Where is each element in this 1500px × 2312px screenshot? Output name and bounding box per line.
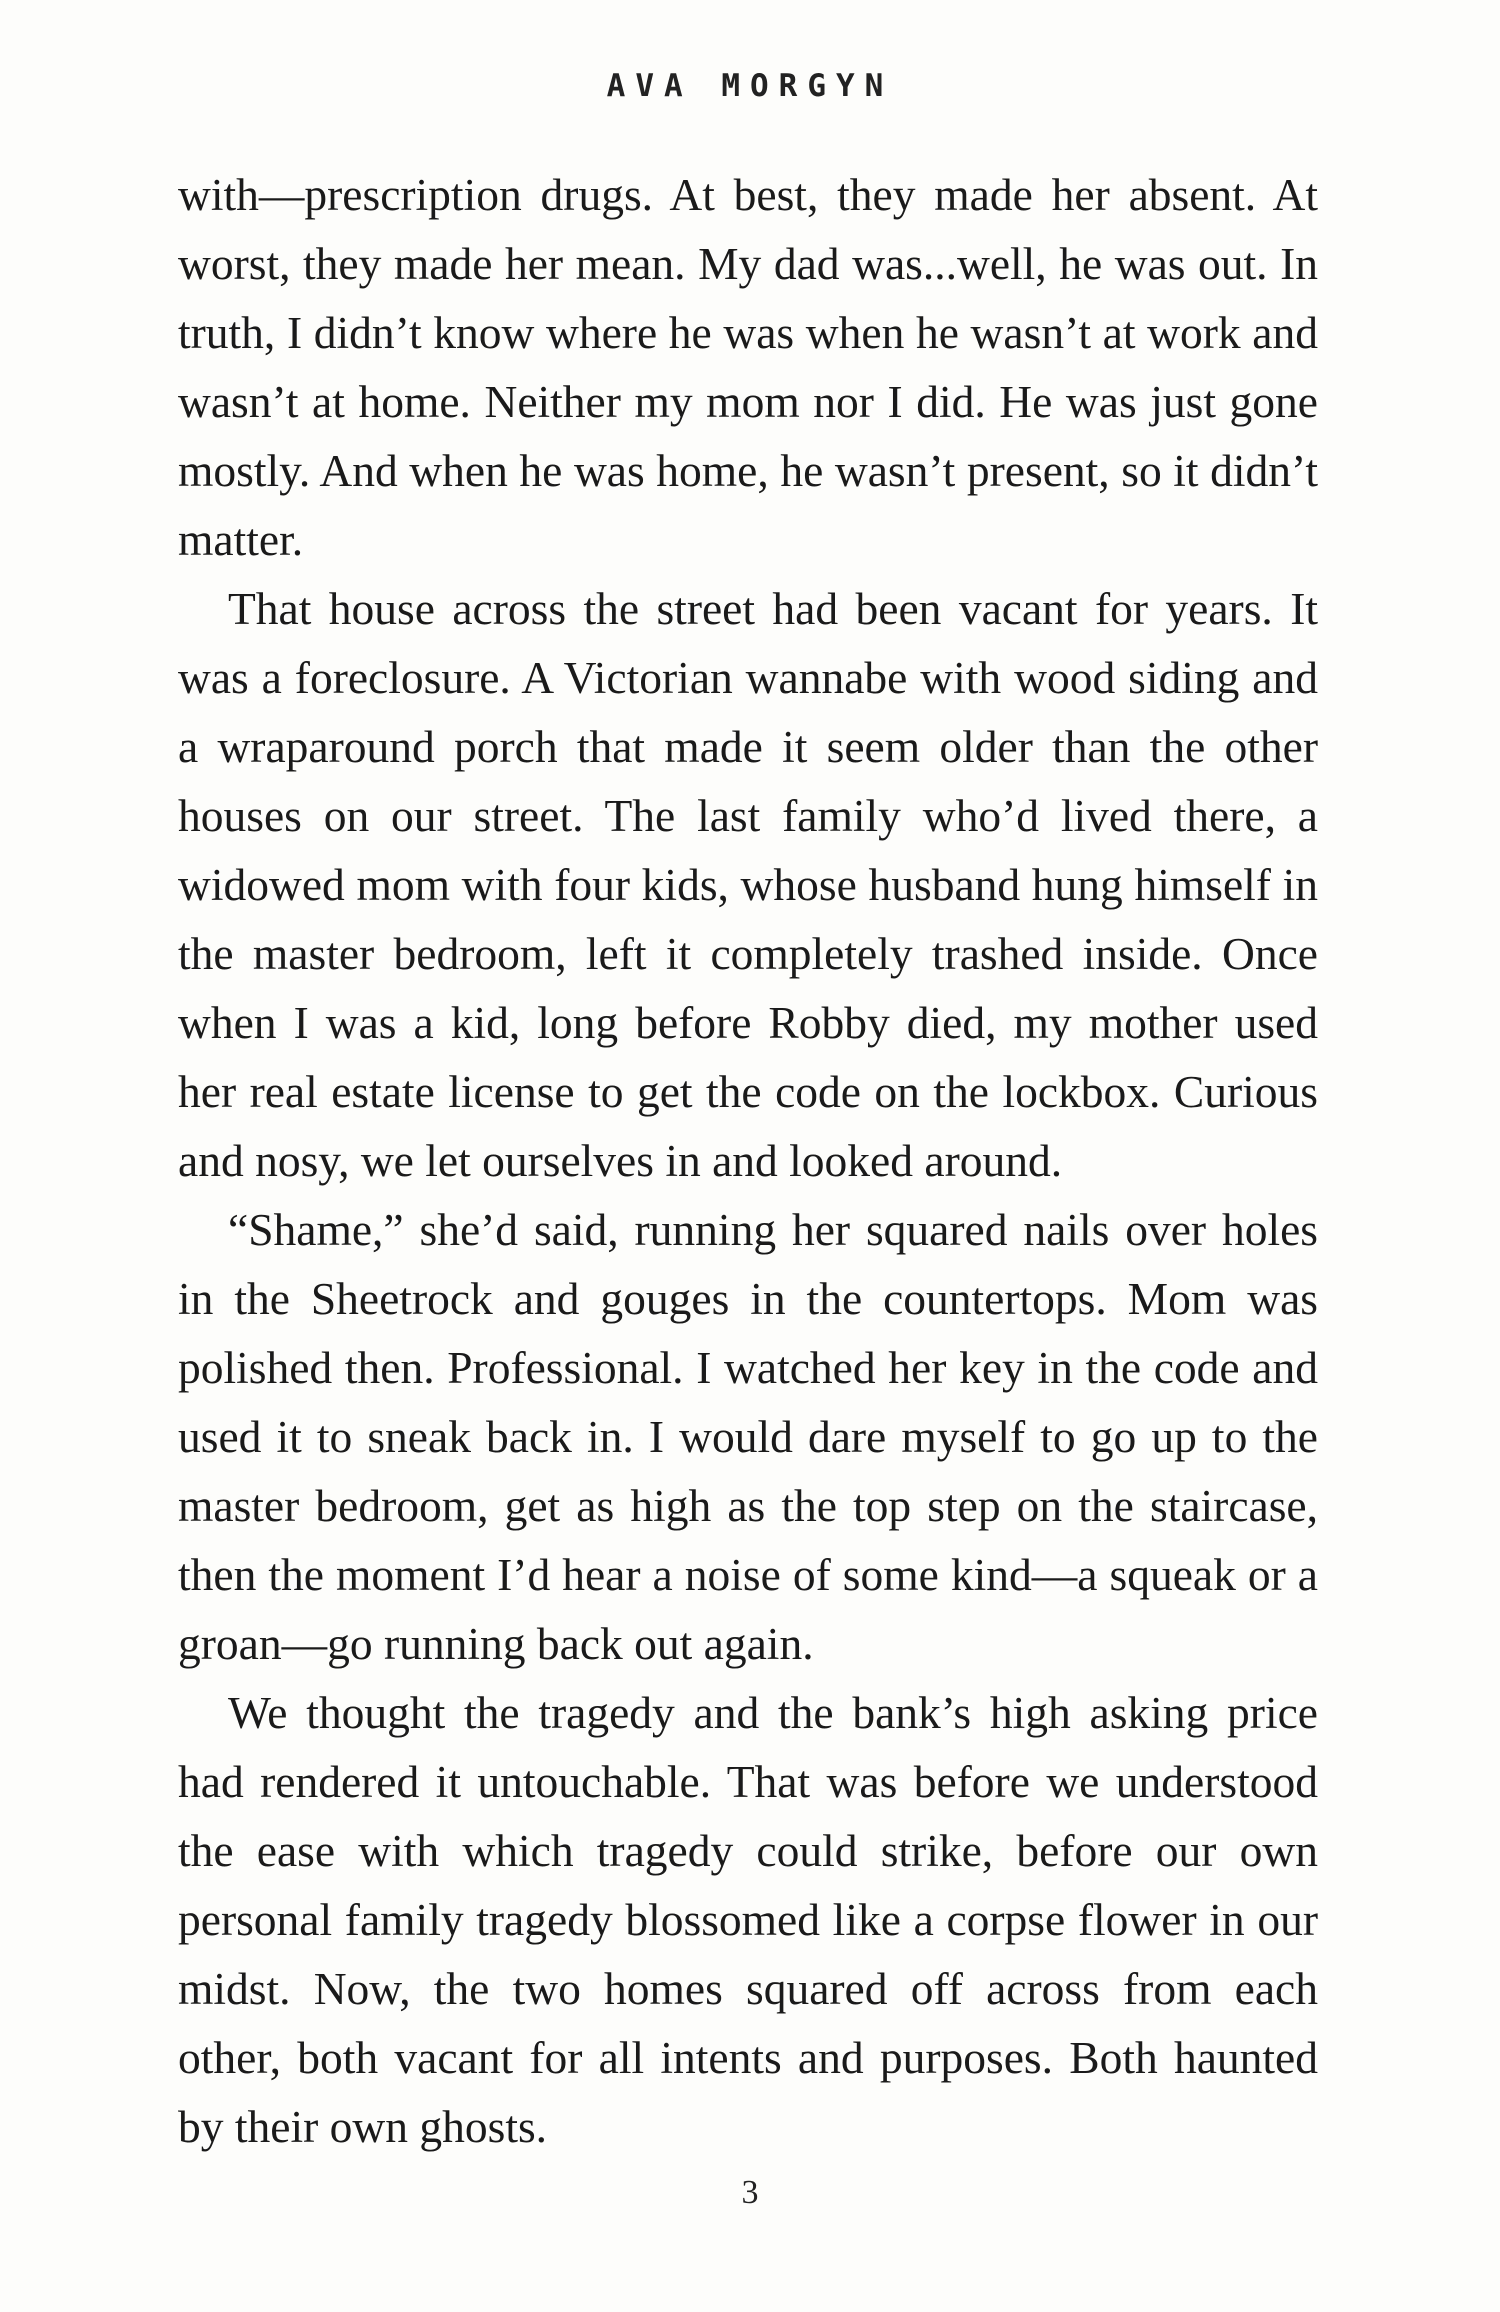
running-head: AVA MORGYN [606,68,894,104]
body-text [178,160,1318,2161]
paragraph-3: “Shame,” she’d said, running her squared nails over holes in the Sheetrock and gouges in the countertops. Mom was polished then. Professional. I watched her key in the code and used it to sneak back in. I would dare myself to go up to the master bedroom, get as high as the top step on the staircase, then the moment I’d hear a noise of some kind—a squeak or a groan—go running back out again. [178,1204,1318,1669]
page-number: 3 [741,2174,759,2211]
paragraph-2: That house across the street had been vacant for years. It was a foreclosure. A Victorian wannabe with wood siding and a wraparound porch that made it seem older than the other houses on our street. The last family who’d lived there, a widowed mom with four kids, whose husband hung himself in the master bedroom, left it completely trashed inside. Once when I was a kid, long before Robby died, my mother used her real estate license to get the code on the lockbox. Curious and nosy, we let ourselves in and looked around. [178,583,1318,1186]
paragraph-1: with—prescription drugs. At best, they made her absent. At worst, they made her mean. My dad was...well, he was out. In truth, I didn’t know where he was when he wasn’t at work and wasn’t at home. Neither my mom nor I did. He was just gone mostly. And when he was home, he wasn’t present, so it didn’t matter. [178,169,1318,565]
paragraph-4: We thought the tragedy and the bank’s high asking price had rendered it untouchable. That was before we understood the ease with which tragedy could strike, before our own personal family tragedy blossomed like a corpse flower in our midst. Now, the two homes squared off across from each other, both vacant for all intents and purposes. Both haunted by their own ghosts. [178,1687,1318,2152]
